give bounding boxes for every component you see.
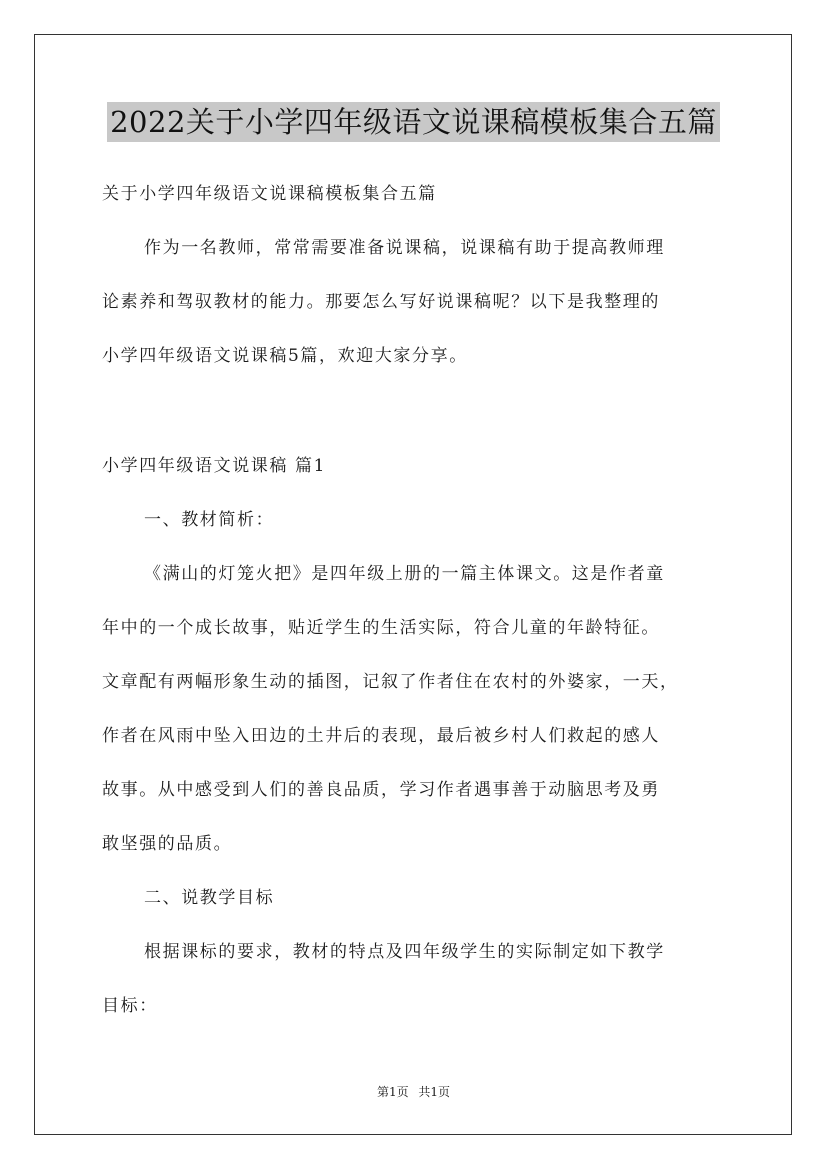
- section-heading: 小学四年级语文说课稿 篇1: [102, 456, 327, 476]
- part1-line: 年中的一个成长故事，贴近学生的生活实际，符合儿童的年龄特征。: [102, 618, 660, 638]
- part1-line: 故事。从中感受到人们的善良品质，学习作者遇事善于动脑思考及勇: [102, 780, 660, 800]
- intro-line: 作为一名教师，常常需要准备说课稿，说课稿有助于提高教师理: [144, 238, 665, 258]
- page-number-total: 共1页: [418, 1085, 451, 1099]
- document-title: 2022关于小学四年级语文说课稿模板集合五篇: [107, 102, 720, 142]
- intro-line: 小学四年级语文说课稿5篇，欢迎大家分享。: [102, 346, 468, 366]
- part1-line: 《满山的灯笼火把》是四年级上册的一篇主体课文。这是作者童: [144, 564, 665, 584]
- title-wrap: [0, 102, 827, 142]
- page-footer: [0, 1084, 827, 1100]
- part1-line: 敢坚强的品质。: [102, 834, 233, 854]
- intro-line: 论素养和驾驭教材的能力。那要怎么写好说课稿呢？以下是我整理的: [102, 292, 660, 312]
- page-number-current: 第1页: [376, 1085, 409, 1099]
- part1-heading: 一、教材简析：: [144, 510, 275, 530]
- part2-line: 根据课标的要求，教材的特点及四年级学生的实际制定如下教学: [144, 942, 665, 962]
- part1-line: 文章配有两幅形象生动的插图，记叙了作者住在农村的外婆家，一天，: [102, 672, 679, 692]
- part2-heading: 二、说教学目标: [144, 888, 275, 908]
- document-subtitle: 关于小学四年级语文说课稿模板集合五篇: [102, 184, 437, 204]
- part2-line: 目标：: [102, 996, 158, 1016]
- part1-line: 作者在风雨中坠入田边的土井后的表现，最后被乡村人们救起的感人: [102, 726, 660, 746]
